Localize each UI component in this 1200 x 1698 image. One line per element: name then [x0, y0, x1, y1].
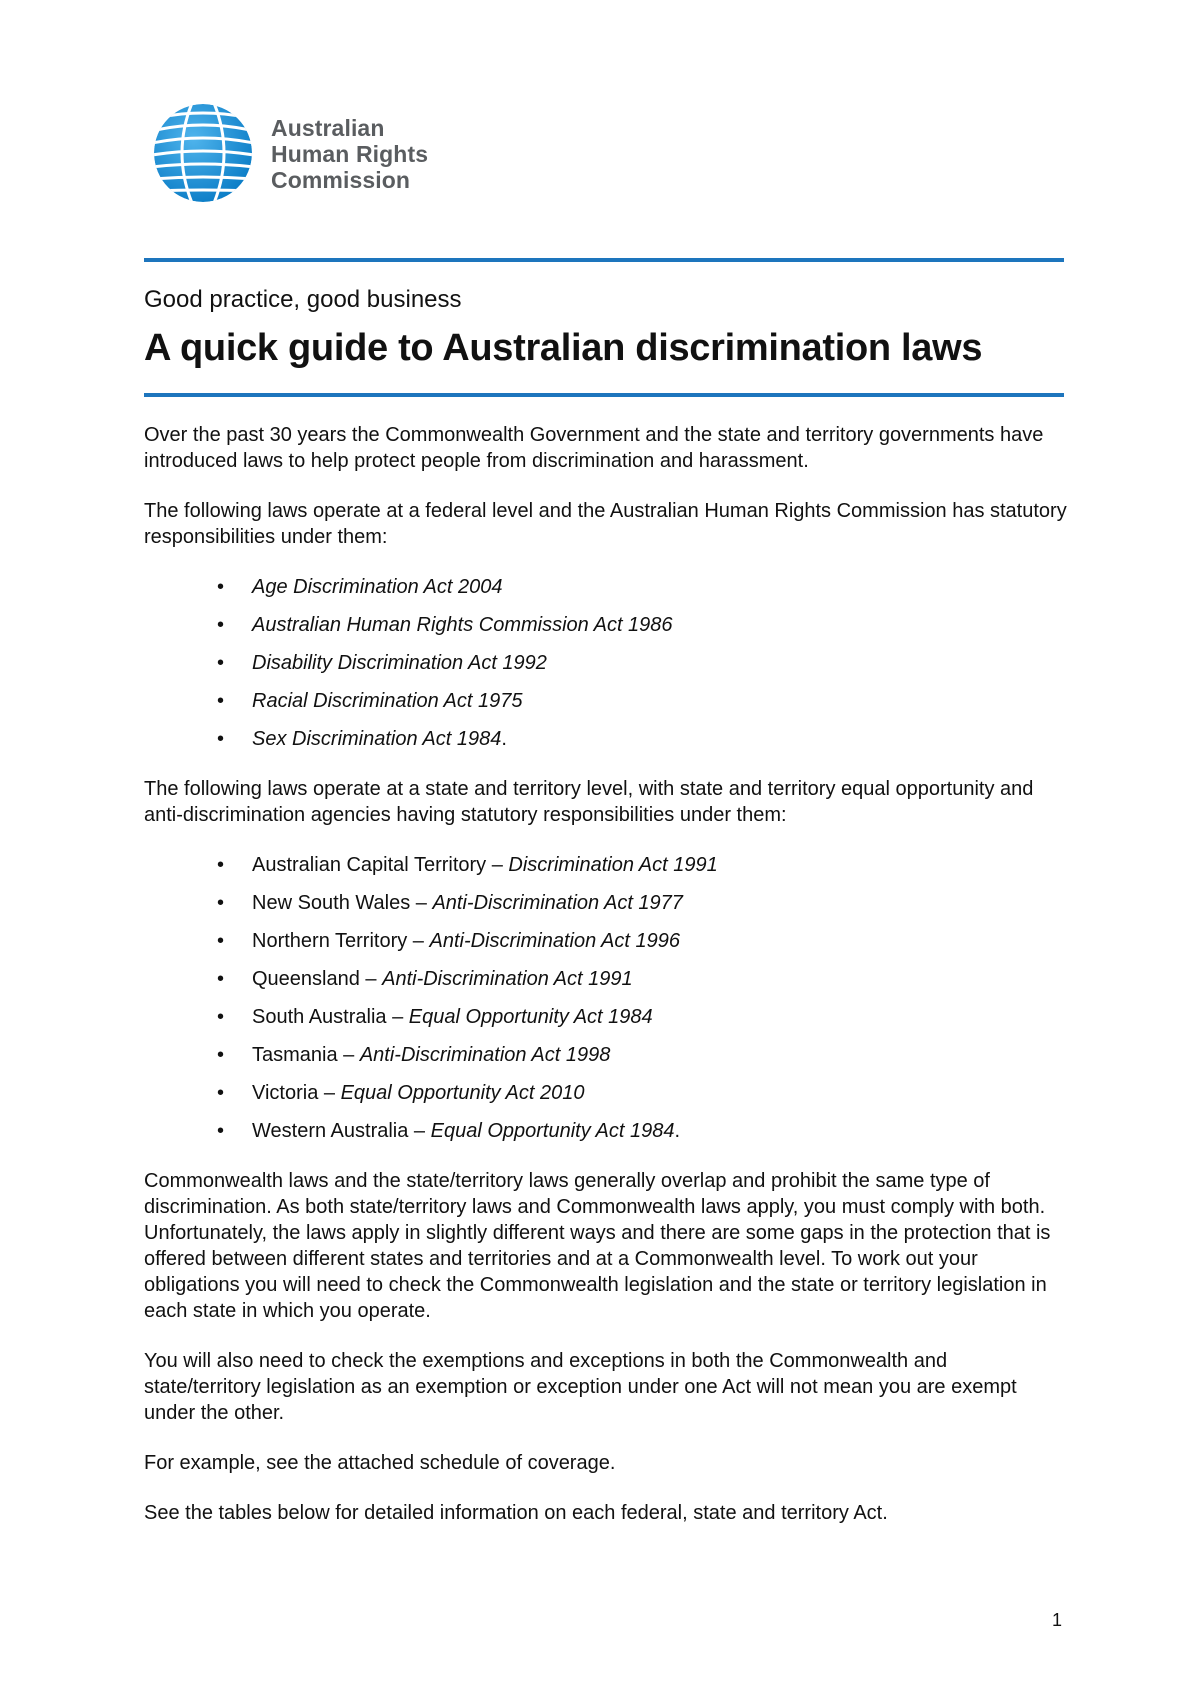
bullet-icon: •: [217, 892, 225, 914]
bullet-icon: •: [217, 1044, 225, 1066]
jurisdiction: Western Australia –: [252, 1120, 431, 1142]
tables-paragraph: See the tables below for detailed information on each federal, state and territory Act.: [144, 1502, 888, 1524]
act-name: Anti-Discrimination Act 1977: [432, 892, 683, 914]
state-acts-list: [144, 852, 1069, 1144]
list-item: [217, 1042, 1069, 1068]
bullet-icon: •: [217, 1120, 225, 1142]
list-item: [217, 650, 1069, 676]
exemptions-paragraph: You will also need to check the exemptions and exceptions in both the Commonwealth and state/territory legislation as an exemption or exception under one Act will not mean you are exempt under the other.: [144, 1350, 1017, 1424]
bullet-icon: •: [217, 614, 225, 636]
org-name-line-3: Commission: [271, 167, 411, 193]
bullet-icon: •: [217, 652, 225, 674]
act-name: Equal Opportunity Act 2010: [340, 1082, 585, 1104]
jurisdiction: Queensland –: [252, 968, 383, 990]
act-tail: .: [674, 1120, 681, 1142]
page-number: 1: [1052, 1610, 1063, 1630]
list-item: [217, 966, 1069, 992]
bullet-icon: •: [217, 854, 225, 876]
bullet-icon: •: [217, 728, 225, 750]
title-divider: [144, 393, 1064, 397]
org-name-line-1: Australian: [271, 115, 385, 141]
page-title: A quick guide to Australian discrimination laws: [144, 327, 983, 369]
act-name: Equal Opportunity Act 1984: [408, 1006, 653, 1028]
org-logo: [152, 103, 472, 203]
list-item: [217, 612, 1069, 638]
federal-intro-paragraph: The following laws operate at a federal level and the Australian Human Rights Commission has statutory responsibilities under them:: [144, 500, 1067, 548]
bullet-icon: •: [217, 1006, 225, 1028]
jurisdiction: South Australia –: [252, 1006, 409, 1028]
bullet-icon: •: [217, 690, 225, 712]
jurisdiction: New South Wales –: [252, 892, 433, 914]
act-tail: .: [501, 728, 507, 750]
list-item: [217, 1080, 1069, 1106]
act-name: Discrimination Act 1991: [508, 854, 718, 876]
jurisdiction: Victoria –: [252, 1082, 341, 1104]
bullet-icon: •: [217, 1082, 225, 1104]
list-item: [217, 928, 1069, 954]
globe-icon: [152, 103, 254, 203]
list-item: [217, 1004, 1069, 1030]
act-name: Sex Discrimination Act 1984: [252, 728, 502, 750]
federal-acts-list: [144, 574, 1069, 752]
page-subtitle: Good practice, good business: [144, 286, 462, 313]
org-name: [271, 115, 428, 193]
list-item: [217, 688, 1069, 714]
list-item: [217, 726, 1069, 752]
document-body: [144, 422, 1069, 1550]
org-name-line-2: Human Rights: [271, 141, 429, 167]
example-paragraph: For example, see the attached schedule of coverage.: [144, 1452, 616, 1474]
bullet-icon: •: [217, 930, 225, 952]
act-name: Anti-Discrimination Act 1998: [359, 1044, 611, 1066]
list-item: [217, 1118, 1069, 1144]
overlap-paragraph: Commonwealth laws and the state/territory laws generally overlap and prohibit the same type of discrimination. As both state/territory laws and Commonwealth laws apply, you must comply with both. Unfortunately, the laws apply in slightly different ways and there are some gaps in the protection that is offered between different states and territories and at a Commonwealth level. To work out your obligations you will need to check the Commonwealth legislation and the state or territory legislation in each state in which you operate.: [144, 1170, 1051, 1322]
list-item: [217, 574, 1069, 600]
jurisdiction: Tasmania –: [252, 1044, 360, 1066]
act-name: Anti-Discrimination Act 1996: [429, 930, 680, 952]
act-name: Equal Opportunity Act 1984: [430, 1120, 675, 1142]
list-item: [217, 890, 1069, 916]
act-name: Racial Discrimination Act 1975: [252, 690, 523, 712]
top-divider: [144, 258, 1064, 262]
bullet-icon: •: [217, 576, 225, 598]
act-name: Anti-Discrimination Act 1991: [382, 968, 633, 990]
list-item: [217, 852, 1069, 878]
act-name: Disability Discrimination Act 1992: [252, 652, 547, 674]
act-name: Age Discrimination Act 2004: [252, 576, 503, 598]
jurisdiction: Australian Capital Territory –: [252, 854, 509, 876]
state-intro-paragraph: The following laws operate at a state and territory level, with state and territory equal opportunity and anti-discrimination agencies having statutory responsibilities under them:: [144, 778, 1034, 826]
intro-paragraph: Over the past 30 years the Commonwealth Government and the state and territory governments have introduced laws to help protect people from discrimination and harassment.: [144, 424, 1044, 472]
act-name: Australian Human Rights Commission Act 1986: [252, 614, 673, 636]
jurisdiction: Northern Territory –: [252, 930, 430, 952]
bullet-icon: •: [217, 968, 225, 990]
